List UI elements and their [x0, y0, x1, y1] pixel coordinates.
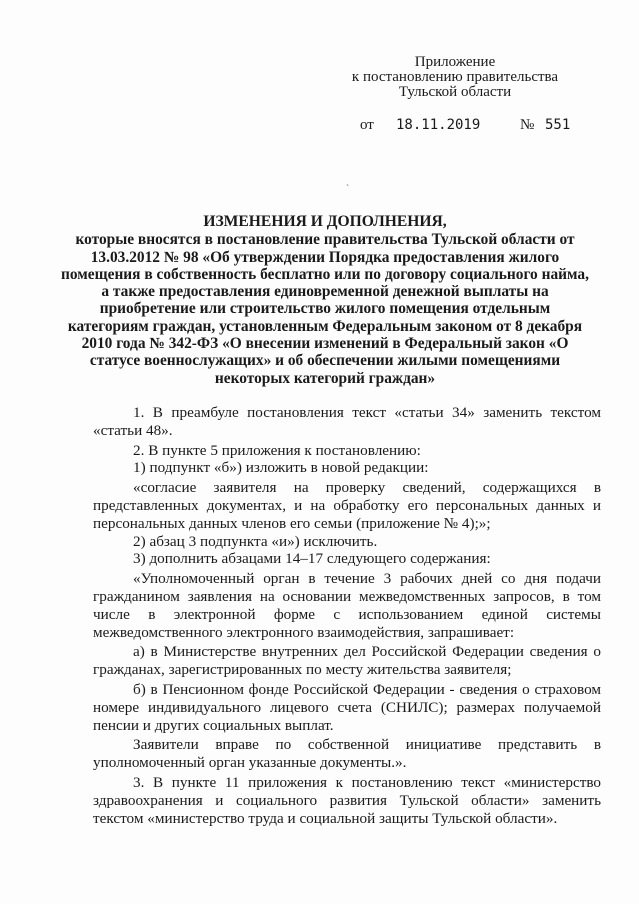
attachment-label: Приложение [414, 54, 496, 70]
date-prefix: от [360, 117, 374, 133]
scan-speck: ` [346, 184, 350, 195]
paragraph-5: 2) абзац 3 подпункта «и») исключить. [133, 532, 378, 550]
number-prefix: № [520, 117, 535, 133]
paragraph-7: «Уполномоченный орган в течение 3 рабочих дней со дня подачи гражданином заявления на основании межведомственных запросов, в том числе в электронной форме с использованием единой системы межведомственного электронного взаимодействия, запрашивает: [93, 570, 601, 641]
attachment-region: Тульской области [398, 84, 512, 100]
paragraph-11: 3. В пункте 11 приложения к постановлению текст «министерство здравоохранения и социального развития Тульской области» заменить текстом «министерство труда и социальной защиты Тульской области». [93, 773, 601, 827]
paragraph-2: 2. В пункте 5 приложения к постановлению: [133, 441, 421, 459]
paragraph-9: б) в Пенсионном фонде Российской Федерации - сведения о страховом номере индивидуального лицевого счета (СНИЛС); размерах получаемой пенсии и других социальных выплат. [93, 680, 601, 734]
paragraph-10: Заявители вправе по собственной инициативе представить в уполномоченный орган указанные документы.». [93, 736, 601, 772]
paragraph-4: «согласие заявителя на проверку сведений, содержащихся в представленных документах, и на обработку его персональных данных и персональных данных членов его семьи (приложение № 4);»; [93, 479, 601, 532]
paragraph-8: а) в Министерстве внутренних дел Российской Федерации сведения о гражданах, зарегистрированных по месту жительства заявителя; [93, 643, 601, 679]
paragraph-6: 3) дополнить абзацами 14–17 следующего содержания: [133, 550, 491, 568]
resolution-date: 18.11.2019 [396, 117, 481, 133]
paragraph-3: 1) подпункт «б») изложить в новой редакции: [133, 459, 429, 477]
attachment-header [330, 55, 580, 100]
attachment-resolution-ref: к постановлению правительства [351, 69, 559, 85]
paragraph-1: 1. В преамбуле постановления текст «статьи 34» заменить текстом «статьи 48». [93, 404, 601, 439]
title-heading: ИЗМЕНЕНИЯ И ДОПОЛНЕНИЯ, [203, 213, 447, 230]
document-title [60, 213, 590, 387]
title-subtitle: которые вносятся в постановление правительства Тульской области от 13.03.2012 № 98 «Об утверждении Порядка предоставления жилого помещения в собственность бесплатно или по договору социального найма, а также предоставления единовременной денежной выплаты на приобретение или строительство жилого помещения отдельным категориям граждан, установленным Федеральным законом от 8 декабря 2010 года № 342-ФЗ «О внесении изменений в Федеральный закон «О статусе военнослужащих» и об обеспечении жилыми помещениями некоторых категорий граждан» [61, 231, 589, 387]
document-body [93, 404, 601, 827]
resolution-number: 551 [545, 117, 571, 133]
